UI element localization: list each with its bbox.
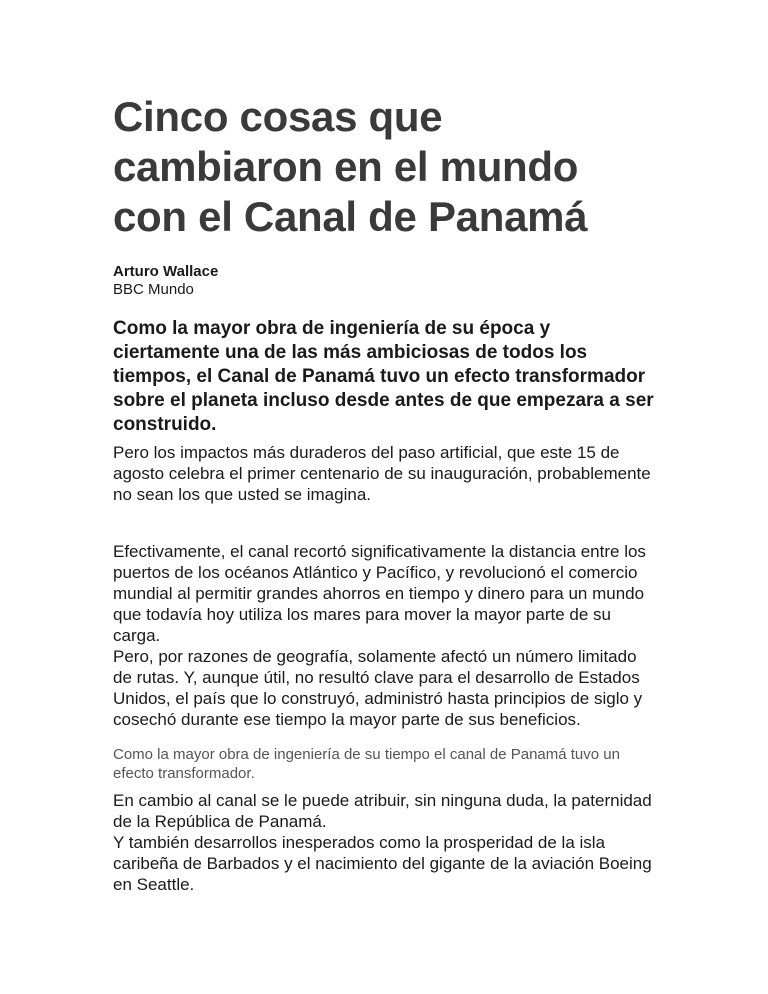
body-paragraph-1: Pero los impactos más duraderos del paso artificial, que este 15 de agosto celebra el primer centenario de su inauguración, probablemente no sean los que usted se imagina. <box>113 443 651 504</box>
body-paragraph-2: Efectivamente, el canal recortó significativamente la distancia entre los puertos de los océanos Atlántico y Pacífico, y revolucionó el comercio mundial al permitir grandes ahorros en tiempo y dinero para un mundo que todavía hoy utiliza los mares para mover la mayor parte de su carga. <box>113 542 646 645</box>
author-organization: BBC Mundo <box>113 281 194 298</box>
body-paragraph-3: Pero, por razones de geografía, solamente afectó un número limitado de rutas. Y, aunque útil, no resultó clave para el desarrollo de Estados Unidos, el país que lo construyó, administró hasta principios de siglo y cosechó durante ese tiempo la mayor parte de sus beneficios. <box>113 647 643 729</box>
image-caption: Como la mayor obra de ingeniería de su tiempo el canal de Panamá tuvo un efecto transformador. <box>113 746 620 782</box>
author-name: Arturo Wallace <box>113 263 219 280</box>
article-lead: Como la mayor obra de ingeniería de su época y ciertamente una de las más ambiciosas de todos los tiempos, el Canal de Panamá tuvo un efecto transformador sobre el planeta incluso desde antes de que empezara a ser construido. <box>113 318 654 435</box>
byline <box>113 263 658 299</box>
body-paragraph-5: Y también desarrollos inesperados como la prosperidad de la isla caribeña de Barbados y el nacimiento del gigante de la aviación Boeing en Seattle. <box>113 833 652 894</box>
article-headline: Cinco cosas que cambiaron en el mundo con el Canal de Panamá <box>113 93 588 240</box>
body-paragraph-4: En cambio al canal se le puede atribuir, sin ninguna duda, la paternidad de la República de Panamá. <box>113 791 652 831</box>
article <box>113 92 658 895</box>
